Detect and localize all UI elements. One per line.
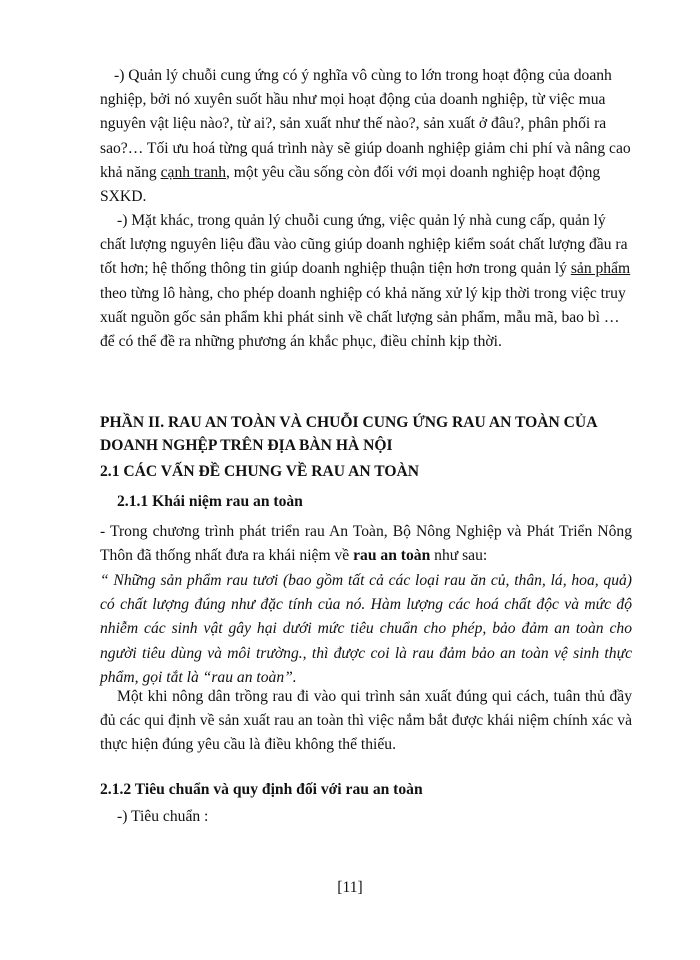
link-san-pham[interactable]: sản phẩm: [570, 260, 631, 278]
paragraph-supplier-management: [100, 209, 632, 354]
link-canh-tranh[interactable]: cạnh tranh: [160, 163, 226, 181]
definition-quote: “ Những sản phẩm rau tươi (bao gồm tất cả các loại rau ăn củ, thân, lá, hoa, quả) có chất lượng đúng như đặc tính của nó. Hàm lượng các hoá chất độc và mức độ nhiễm các sinh vật gây hại dưới mức tiêu chuẩn cho phép, bảo đảm an toàn cho người tiêu dùng và môi trường., thì được coi là rau đảm bảo an toàn vệ sinh thực phẩm, gọi tắt là “rau an toàn”.: [100, 572, 632, 686]
paragraph-farmer-practice: Một khi nông dân trồng rau đi vào qui trình sản xuất đúng qui cách, tuân thủ đầy đủ các qui định về sản xuất rau an toàn thì việc nắm bắt được khái niệm chính xác và thực hiện đúng yêu cầu là điều không thể thiếu.: [100, 688, 632, 754]
page-number: [11]: [337, 879, 363, 896]
text-segment: như sau:: [430, 547, 488, 565]
bold-term-rau-an-toan: rau an toàn: [353, 547, 431, 565]
text-segment: , một yêu cầu sống còn đối với mọi doanh nghiệp hoạt động SXKD.: [100, 163, 601, 206]
paragraph-definition-intro: [100, 520, 632, 568]
part-2-heading: PHẦN II. RAU AN TOÀN VÀ CHUỖI CUNG ỨNG RAU AN TOÀN CỦA DOANH NGHỆP TRÊN ĐỊA BÀN HÀ NỘI: [100, 414, 597, 454]
section-2-1-2-heading: 2.1.2 Tiêu chuẩn và quy định đối với rau an toàn: [100, 781, 423, 798]
section-2-1-heading: 2.1 CÁC VẤN ĐỀ CHUNG VỀ RAU AN TOÀN: [100, 463, 419, 480]
text-segment: -) Quản lý chuỗi cung ứng có ý nghĩa vô cùng to lớn trong hoạt động của doanh nghiệp, bởi nó xuyên suốt hầu như mọi hoạt động của doanh nghiệp, từ việc mua nguyên vật liệu nào?, từ ai?, sản xuất như thế nào?, sản xuất ở đâu?, phân phối ra sao?… Tối ưu hoá từng quá trình này sẽ giúp doanh nghiệp giảm chi phí và nâng cao khả năng: [100, 67, 631, 181]
section-2-1-1-heading: 2.1.1 Khái niệm rau an toàn: [117, 493, 303, 510]
text-segment: -) Mặt khác, trong quản lý chuỗi cung ứng, việc quản lý nhà cung cấp, quản lý chất lượng nguyên liệu đầu vào cũng giúp doanh nghiệp kiểm soát chất lượng đầu ra tốt hơn; hệ thống thông tin giúp doanh nghiệp thuận tiện hơn trong quản lý: [100, 212, 628, 278]
paragraph-supply-chain-importance: [100, 64, 632, 209]
text-segment: - Trong chương trình phát triển rau An Toàn, Bộ Nông Nghiệp và Phát Triển Nông Thôn đã thống nhất đưa ra khái niệm về: [100, 523, 632, 565]
paragraph-standards: -) Tiêu chuẩn :: [117, 808, 209, 825]
text-segment: theo từng lô hàng, cho phép doanh nghiệp có khả năng xử lý kịp thời trong việc truy xuất nguồn gốc sản phẩm khi phát sinh về chất lượng sản phẩm, mẫu mã, bao bì … để có thể đề ra những phương án khắc phục, điều chỉnh kịp thời.: [100, 284, 626, 351]
